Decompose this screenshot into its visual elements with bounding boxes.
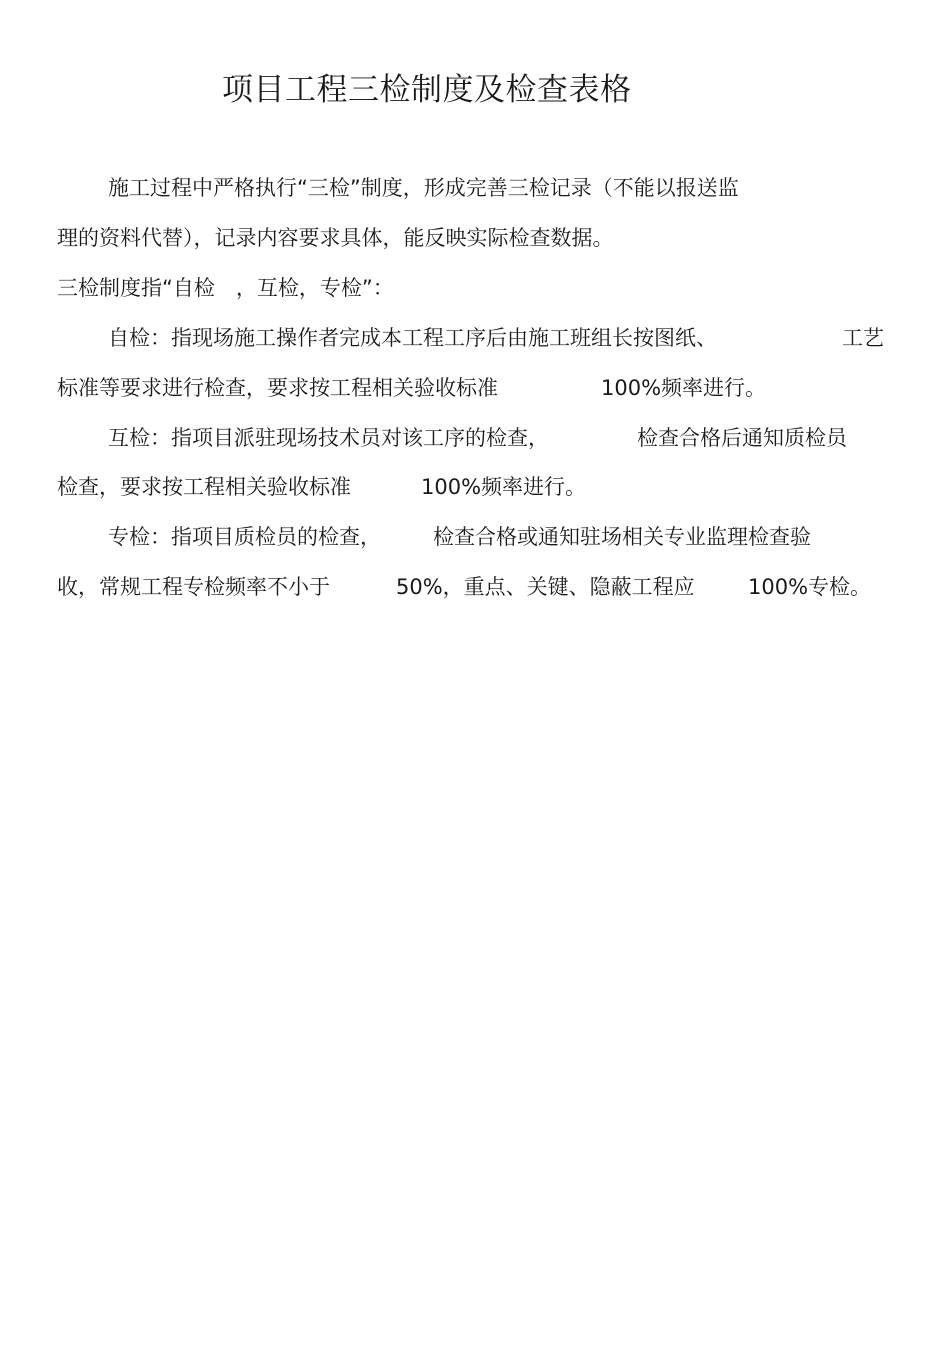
paragraph-1-line-2: 理的资料代替），记录内容要求具体，能反映实际检查数据。 [57,226,614,250]
special-check-line-1a: 专检：指项目质检员的检查， [108,525,381,549]
three-check-intro: 三检制度指“自检 ，互检，专检”： [57,276,394,300]
self-check-line-2a: 标准等要求进行检查，要求按工程相关验收标准 [57,376,498,400]
mutual-check-line-1b: 检查合格后通知质检员 [637,426,847,450]
mutual-check-line-1a: 互检：指项目派驻现场技术员对该工序的检查， [108,426,549,450]
self-check-line-1b: 工艺 [842,326,884,350]
mutual-check-line-2a: 检查，要求按工程相关验收标准 [57,475,351,499]
special-check-line-2c: 100%专检。 [748,575,872,599]
special-check-line-2b: 50%，重点、关键、隐蔽工程应 [396,575,695,599]
mutual-check-line-2b: 100%频率进行。 [421,475,587,499]
self-check-line-1a: 自检：指现场施工操作者完成本工程工序后由施工班组长按图纸、 [108,326,717,350]
self-check-line-2b: 100%频率进行。 [601,376,767,400]
document-title: 项目工程三检制度及检查表格 [222,72,632,108]
special-check-line-2a: 收，常规工程专检频率不小于 [57,575,330,599]
paragraph-1-line-1: 施工过程中严格执行“三检”制度，形成完善三检记录（不能以报送监 [108,176,739,200]
special-check-line-1b: 检查合格或通知驻场相关专业监理检查验 [433,525,811,549]
